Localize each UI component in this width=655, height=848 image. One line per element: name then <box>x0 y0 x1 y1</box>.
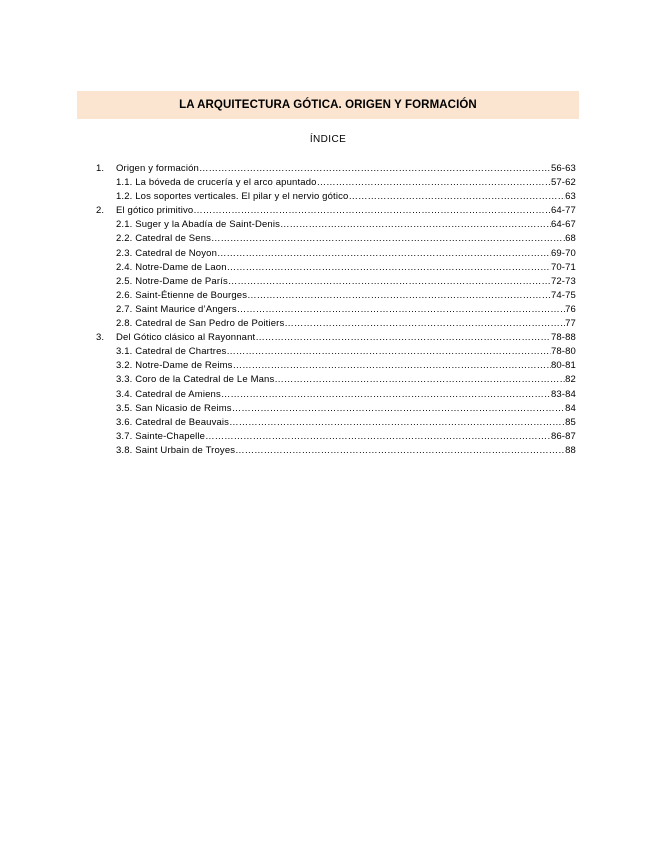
toc-entry-number: 3. <box>96 332 105 344</box>
toc-entry-label: El gótico primitivo <box>116 205 194 217</box>
toc-entry-label: 2.6. Saint-Étienne de Bourges <box>116 289 248 301</box>
toc-entry[interactable] <box>96 275 576 289</box>
toc-entry-label: 1.1. La bóveda de crucería y el arco apuntado <box>116 177 317 189</box>
toc-dot-leader <box>193 204 551 218</box>
toc-entry-label: 2.2. Catedral de Sens <box>116 233 212 245</box>
toc-dot-leader <box>348 190 565 204</box>
toc-entry-label: 3.2. Notre-Dame de Reims <box>116 360 233 372</box>
toc-dot-leader <box>274 373 565 387</box>
toc-entry[interactable] <box>96 218 576 232</box>
toc-entry-page: 70-71 <box>550 261 576 273</box>
toc-entry-label: 3.4. Catedral de Amiens <box>116 388 221 400</box>
toc-entry[interactable] <box>96 416 576 430</box>
toc-dot-leader <box>247 289 551 303</box>
toc-entry[interactable] <box>96 331 576 345</box>
toc-entry-label: 2.5. Notre-Dame de París <box>116 275 228 287</box>
toc-entry-number: 2. <box>96 205 105 217</box>
toc-entry-page: 64-77 <box>550 205 576 217</box>
toc-entry[interactable] <box>96 261 576 275</box>
index-heading: ÍNDICE <box>309 134 347 145</box>
toc-entry-page: 68 <box>565 233 576 245</box>
toc-entry-label: 3.6. Catedral de Beauvais <box>116 416 230 428</box>
toc-entry-label: Del Gótico clásico al Rayonnant <box>116 332 256 344</box>
toc-entry[interactable] <box>96 247 576 261</box>
toc-entry[interactable] <box>96 190 576 204</box>
toc-dot-leader <box>217 247 551 261</box>
toc-entry-page: 88 <box>565 444 576 456</box>
toc-entry-page: 56-63 <box>550 163 576 174</box>
toc-entry[interactable] <box>96 345 576 359</box>
toc-dot-leader <box>221 388 551 402</box>
toc-entry[interactable] <box>96 373 576 387</box>
toc-dot-leader <box>235 444 565 458</box>
toc-entry-label: 2.1. Suger y la Abadía de Saint-Denis <box>116 219 280 231</box>
toc-entry[interactable] <box>96 430 576 444</box>
toc-entry-label: Origen y formación <box>116 163 199 174</box>
toc-entry-label: 1.2. Los soportes verticales. El pilar y el nervio gótico <box>116 191 349 203</box>
toc-dot-leader <box>232 402 565 416</box>
table-of-contents <box>96 162 576 458</box>
toc-dot-leader <box>317 176 551 190</box>
toc-entry[interactable] <box>96 317 576 331</box>
toc-entry-label: 3.1. Catedral de Chartres <box>116 346 227 358</box>
toc-entry-label: 3.3. Coro de la Catedral de Le Mans <box>116 374 275 386</box>
toc-dot-leader <box>284 317 565 331</box>
toc-entry[interactable] <box>96 303 576 317</box>
toc-entry[interactable] <box>96 359 576 373</box>
toc-entry-page: 86-87 <box>550 430 576 442</box>
toc-entry[interactable] <box>96 388 576 402</box>
toc-entry-label: 3.7. Sainte-Chapelle <box>116 430 206 442</box>
toc-entry-page: 77 <box>565 318 576 330</box>
toc-entry-page: 57-62 <box>550 177 576 189</box>
toc-entry-page: 74-75 <box>550 289 576 301</box>
toc-entry-label: 3.5. San Nicasio de Reims <box>116 402 232 414</box>
toc-dot-leader <box>226 345 551 359</box>
toc-dot-leader <box>205 430 551 444</box>
toc-entry-page: 82 <box>565 374 576 386</box>
toc-entry[interactable] <box>96 289 576 303</box>
toc-dot-leader <box>227 261 551 275</box>
toc-entry-label: 3.8. Saint Urbain de Troyes <box>116 444 236 456</box>
toc-entry-label: 2.4. Notre-Dame de Laon <box>116 261 227 273</box>
toc-dot-leader <box>255 331 551 345</box>
toc-entry[interactable] <box>96 204 576 218</box>
toc-dot-leader <box>233 359 551 373</box>
toc-dot-leader <box>280 218 551 232</box>
toc-dot-leader <box>199 162 551 176</box>
toc-entry[interactable] <box>96 162 576 176</box>
toc-entry-page: 63 <box>565 191 576 203</box>
toc-entry-page: 69-70 <box>550 247 576 259</box>
toc-entry-page: 78-80 <box>550 346 576 358</box>
toc-entry-page: 83-84 <box>550 388 576 400</box>
toc-dot-leader <box>237 303 565 317</box>
toc-entry-page: 64-67 <box>550 219 576 231</box>
toc-entry-page: 78-88 <box>550 332 576 344</box>
toc-entry-label: 2.3. Catedral de Noyon <box>116 247 217 259</box>
toc-entry-number: 1. <box>96 163 105 174</box>
document-title: LA ARQUITECTURA GÓTICA. ORIGEN Y FORMACIÓN <box>179 99 477 111</box>
toc-entry[interactable] <box>96 444 576 458</box>
toc-dot-leader <box>229 416 565 430</box>
toc-entry-page: 85 <box>565 416 576 428</box>
toc-entry[interactable] <box>96 176 576 190</box>
title-banner <box>77 91 579 119</box>
toc-entry-label: 2.7. Saint Maurice d’Angers <box>116 303 237 315</box>
toc-entry-page: 72-73 <box>550 275 576 287</box>
toc-dot-leader <box>211 232 565 246</box>
toc-entry[interactable] <box>96 402 576 416</box>
toc-entry-page: 76 <box>565 303 576 315</box>
toc-entry-page: 84 <box>565 402 576 414</box>
toc-entry-page: 80-81 <box>550 360 576 372</box>
toc-entry[interactable] <box>96 232 576 246</box>
toc-dot-leader <box>228 275 551 289</box>
toc-entry-label: 2.8. Catedral de San Pedro de Poitiers <box>116 318 285 330</box>
